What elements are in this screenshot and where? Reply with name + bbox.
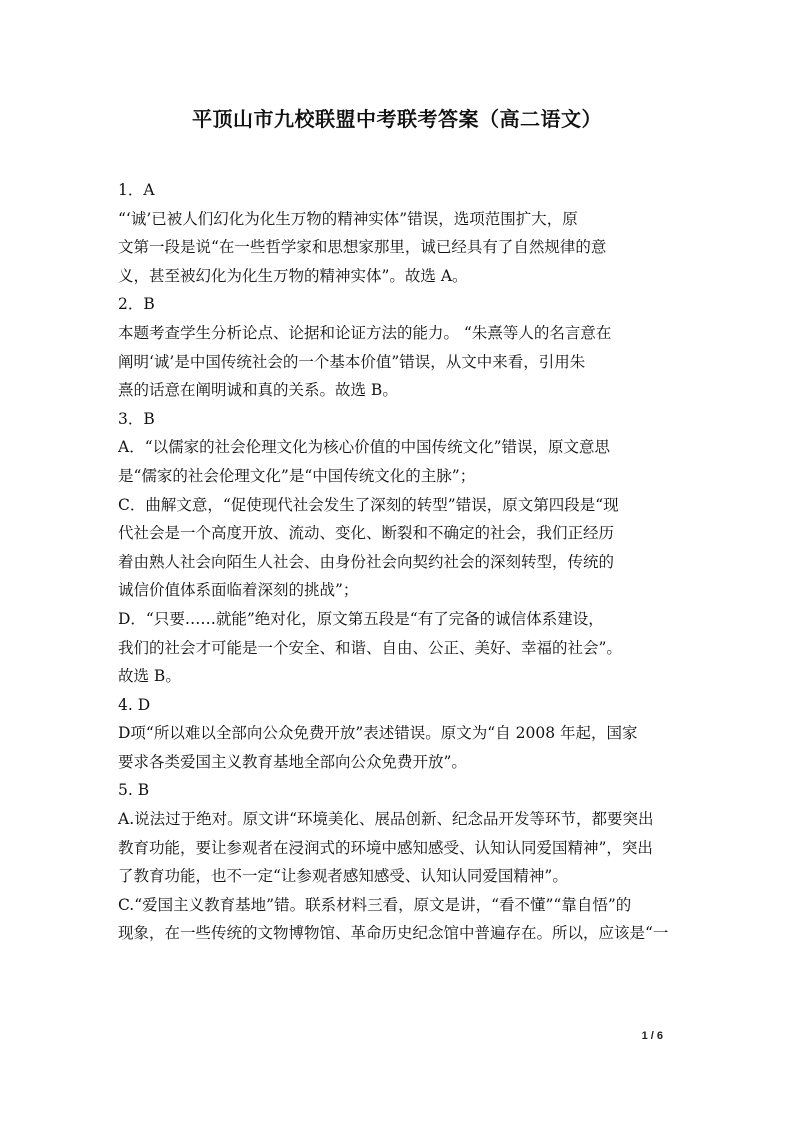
- text-line: 本题考查学生分析论点、论据和论证方法的能力。 “朱熹等人的名言意在: [118, 323, 612, 342]
- page-number: 1 / 6: [641, 1030, 663, 1042]
- text-line: “‘诚’已被人们幻化为化生万物的精神实体”错误，选项范围扩大，原: [118, 209, 578, 228]
- text-line: 着由熟人社会向陌生人社会、由身份社会向契约社会的深刻转型，传统的: [118, 552, 615, 571]
- text-line: A.说法过于绝对。原文讲“环境美化、展品创新、纪念品开发等环节，都要突出: [118, 810, 654, 829]
- text-line: 代社会是一个高度开放、流动、变化、断裂和不确定的社会，我们正经历: [118, 524, 615, 543]
- answer-body: [118, 176, 678, 948]
- text-line: 故选 B。: [118, 667, 181, 686]
- text-line: D．“只要……就能”绝对化，原文第五段是“有了完备的诚信体系建设，: [118, 609, 604, 628]
- text-line: 3．B: [118, 409, 155, 428]
- text-line: D项“所以难以全部向公众免费开放”表述错误。原文为“自 2008 年起，国家: [118, 724, 638, 743]
- text-line: A．“以儒家的社会伦理文化为核心价值的中国传统文化”错误，原文意思: [118, 438, 611, 457]
- text-line: C．曲解文意，“促使现代社会发生了深刻的转型”错误，原文第四段是“现: [118, 495, 619, 514]
- text-line: 1．A: [118, 181, 155, 199]
- text-line: 熹的话意在阐明诚和真的关系。故选 B。: [118, 381, 398, 400]
- text-line: 4. D: [118, 695, 151, 714]
- text-line: 阐明‘诚’是中国传统社会的一个基本价值”错误，从文中来看，引用朱: [118, 352, 586, 371]
- text-line: 2．B: [118, 295, 155, 314]
- text-line: 义，甚至被幻化为化生万物的精神实体”。故选 A。: [118, 266, 468, 285]
- text-line: 是“儒家的社会伦理文化”是“中国传统文化的主脉”；: [118, 466, 476, 485]
- text-line: 要求各类爱国主义教育基地全部向公众免费开放”。: [118, 752, 467, 771]
- text-line: C.“爱国主义教育基地”错。联系材料三看，原文是讲，“看不懂”“靠自悟”的: [118, 895, 632, 914]
- text-line: 5. B: [118, 781, 150, 800]
- text-line: 教育功能，要让参观者在浸润式的环境中感知感受、认知认同爱国精神”，突出: [118, 838, 653, 857]
- document-title: 平顶山市九校联盟中考联考答案（高二语文）: [192, 107, 602, 131]
- text-line: 了教育功能，也不一定“让参观者感知感受、认知认同爱国精神”。: [118, 867, 568, 886]
- text-line: 现象，在一些传统的文物博物馆、革命历史纪念馆中普遍存在。所以，应该是“一: [118, 924, 669, 943]
- text-line: 文第一段是说“在一些哲学家和思想家那里，诚已经具有了自然规律的意: [118, 238, 607, 257]
- text-line: 我们的社会才可能是一个安全、和谐、自由、公正、美好、幸福的社会”。: [118, 638, 622, 657]
- text-line: 诚信价值体系面临着深刻的挑战”；: [118, 581, 359, 600]
